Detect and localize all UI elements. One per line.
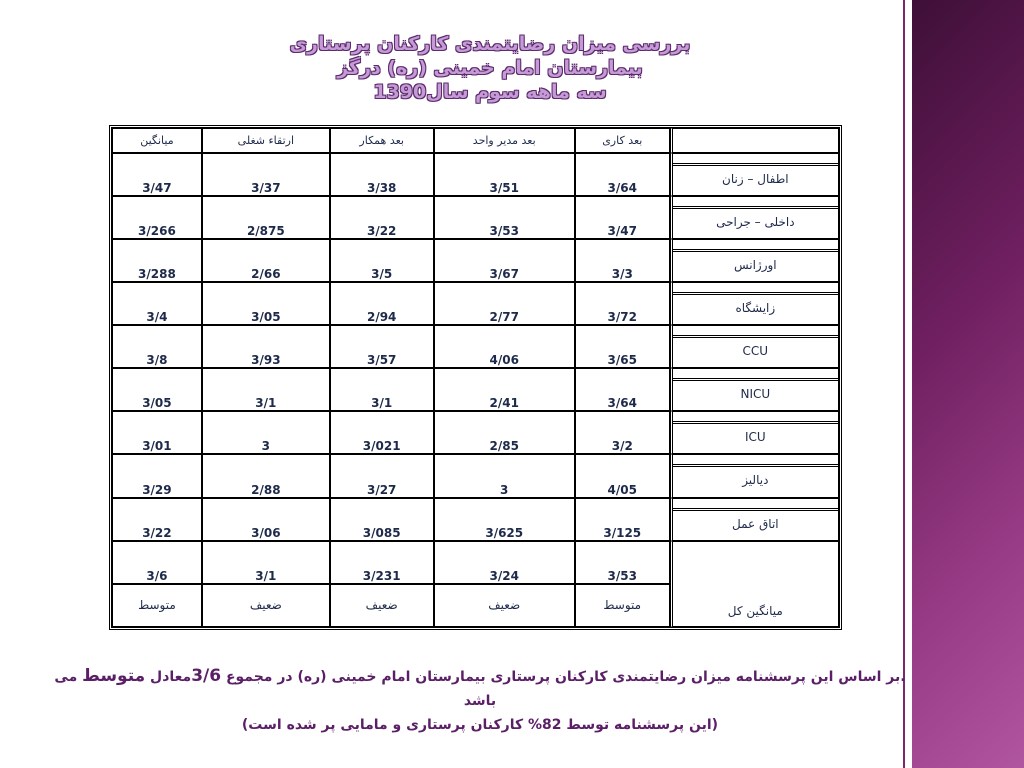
title-line-3: سه ماهه سوم سال1390 [373, 81, 607, 103]
row-label: اورژانس [673, 249, 838, 272]
header-cell: بعد همکار [330, 128, 434, 153]
value-cell: 2/875 [202, 196, 330, 239]
value-cell: 3/1 [330, 368, 434, 411]
value-cell: 3/22 [330, 196, 434, 239]
value-cell: 3/1 [202, 368, 330, 411]
row-label-cell [670, 411, 839, 454]
table-row [112, 454, 839, 497]
overall-label-cell [670, 541, 839, 627]
value-cell: 3/01 [112, 411, 202, 454]
row-label-cell [670, 239, 839, 282]
header-cell: ارتقاء شغلی [202, 128, 330, 153]
value-cell: 3/8 [112, 325, 202, 368]
footer-line-1 [40, 664, 920, 713]
value-cell: 2/41 [434, 368, 575, 411]
rating-cell: ضعیف [434, 584, 575, 627]
rating-cell: ضعیف [202, 584, 330, 627]
value-cell: 3/51 [434, 153, 575, 196]
value-cell: 3/22 [112, 498, 202, 541]
value-cell: 3/57 [330, 325, 434, 368]
value-cell: 3/06 [202, 498, 330, 541]
table-row [112, 411, 839, 454]
value-cell: 2/66 [202, 239, 330, 282]
table-row [112, 325, 839, 368]
title-line-2: بیمارستان امام خمینی (ره) درگز [337, 57, 643, 79]
value-cell: 3/05 [112, 368, 202, 411]
overall-values-row [112, 541, 839, 584]
value-cell: 3/288 [112, 239, 202, 282]
overall-label: میانگین کل [727, 604, 783, 618]
value-cell: 4/05 [575, 454, 670, 497]
overall-value-cell: 3/53 [575, 541, 670, 584]
value-cell: 3/64 [575, 368, 670, 411]
value-cell: 3/266 [112, 196, 202, 239]
row-label-cell [670, 325, 839, 368]
header-cell: میانگین [112, 128, 202, 153]
value-cell: 3/37 [202, 153, 330, 196]
row-label: دیالیز [673, 464, 838, 487]
row-label: اتاق عمل [673, 508, 838, 531]
value-cell: 2/77 [434, 282, 575, 325]
overall-value-cell: 3/24 [434, 541, 575, 584]
header-cell-empty [670, 128, 839, 153]
header-cell: بعد کاری [575, 128, 670, 153]
overall-value-cell: 3/1 [202, 541, 330, 584]
value-cell: 3 [202, 411, 330, 454]
value-cell: 3/05 [202, 282, 330, 325]
header-cell: بعد مدیر واحد [434, 128, 575, 153]
value-cell: 4/06 [434, 325, 575, 368]
satisfaction-table [109, 125, 842, 630]
row-label-cell [670, 454, 839, 497]
value-cell: 3/38 [330, 153, 434, 196]
value-cell: 3/2 [575, 411, 670, 454]
value-cell: 3/021 [330, 411, 434, 454]
title-line-1: بررسی میزان رضایتمندی کارکنان پرستاری [289, 33, 691, 55]
value-cell: 3/27 [330, 454, 434, 497]
row-label-cell [670, 368, 839, 411]
rating-cell: ضعیف [330, 584, 434, 627]
value-cell: 3/67 [434, 239, 575, 282]
value-cell: 3/72 [575, 282, 670, 325]
value-cell: 3/125 [575, 498, 670, 541]
row-label-cell [670, 498, 839, 541]
footer-rating: متوسط [82, 666, 146, 686]
table-header-row [112, 128, 839, 153]
value-cell: 3/5 [330, 239, 434, 282]
row-label-cell [670, 196, 839, 239]
value-cell: 3/625 [434, 498, 575, 541]
table-row [112, 153, 839, 196]
overall-value-cell: 3/6 [112, 541, 202, 584]
value-cell: 2/94 [330, 282, 434, 325]
value-cell: 3/4 [112, 282, 202, 325]
decorative-sidebar [912, 0, 1024, 768]
value-cell: 3/085 [330, 498, 434, 541]
row-label: ICU [673, 421, 838, 444]
footer-value: 3/6 [191, 666, 222, 686]
footer-text-1: .بر اساس این پرسشنامه میزان رضایتمندی کارکنان پرستاری بیمارستان امام خمینی (ره) در مجموع [221, 669, 906, 685]
value-cell: 2/85 [434, 411, 575, 454]
footer-line-2: (این پرسشنامه توسط 82% کارکنان پرستاری و مامایی پر شده است) [241, 717, 719, 733]
rating-cell: متوسط [112, 584, 202, 627]
table-row [112, 196, 839, 239]
table-row [112, 498, 839, 541]
value-cell: 3/47 [575, 196, 670, 239]
value-cell: 3/93 [202, 325, 330, 368]
value-cell: 3 [434, 454, 575, 497]
sidebar-divider [903, 0, 905, 768]
value-cell: 3/3 [575, 239, 670, 282]
row-label: اطفال – زنان [673, 163, 838, 186]
row-label: زایشگاه [673, 292, 838, 315]
value-cell: 2/88 [202, 454, 330, 497]
rating-cell: متوسط [575, 584, 670, 627]
row-label: CCU [673, 335, 838, 358]
footer-note [40, 664, 920, 737]
value-cell: 3/47 [112, 153, 202, 196]
footer-text-3: می باشد [54, 669, 497, 709]
overall-value-cell: 3/231 [330, 541, 434, 584]
row-label: داخلی – جراحی [673, 206, 838, 229]
row-label-cell [670, 282, 839, 325]
value-cell: 3/64 [575, 153, 670, 196]
table-row [112, 368, 839, 411]
page-title [230, 32, 750, 104]
value-cell: 3/53 [434, 196, 575, 239]
table-row [112, 282, 839, 325]
row-label: NICU [673, 378, 838, 401]
value-cell: 3/29 [112, 454, 202, 497]
footer-text-2: معادل [145, 669, 192, 685]
value-cell: 3/65 [575, 325, 670, 368]
row-label-cell [670, 153, 839, 196]
table-row [112, 239, 839, 282]
